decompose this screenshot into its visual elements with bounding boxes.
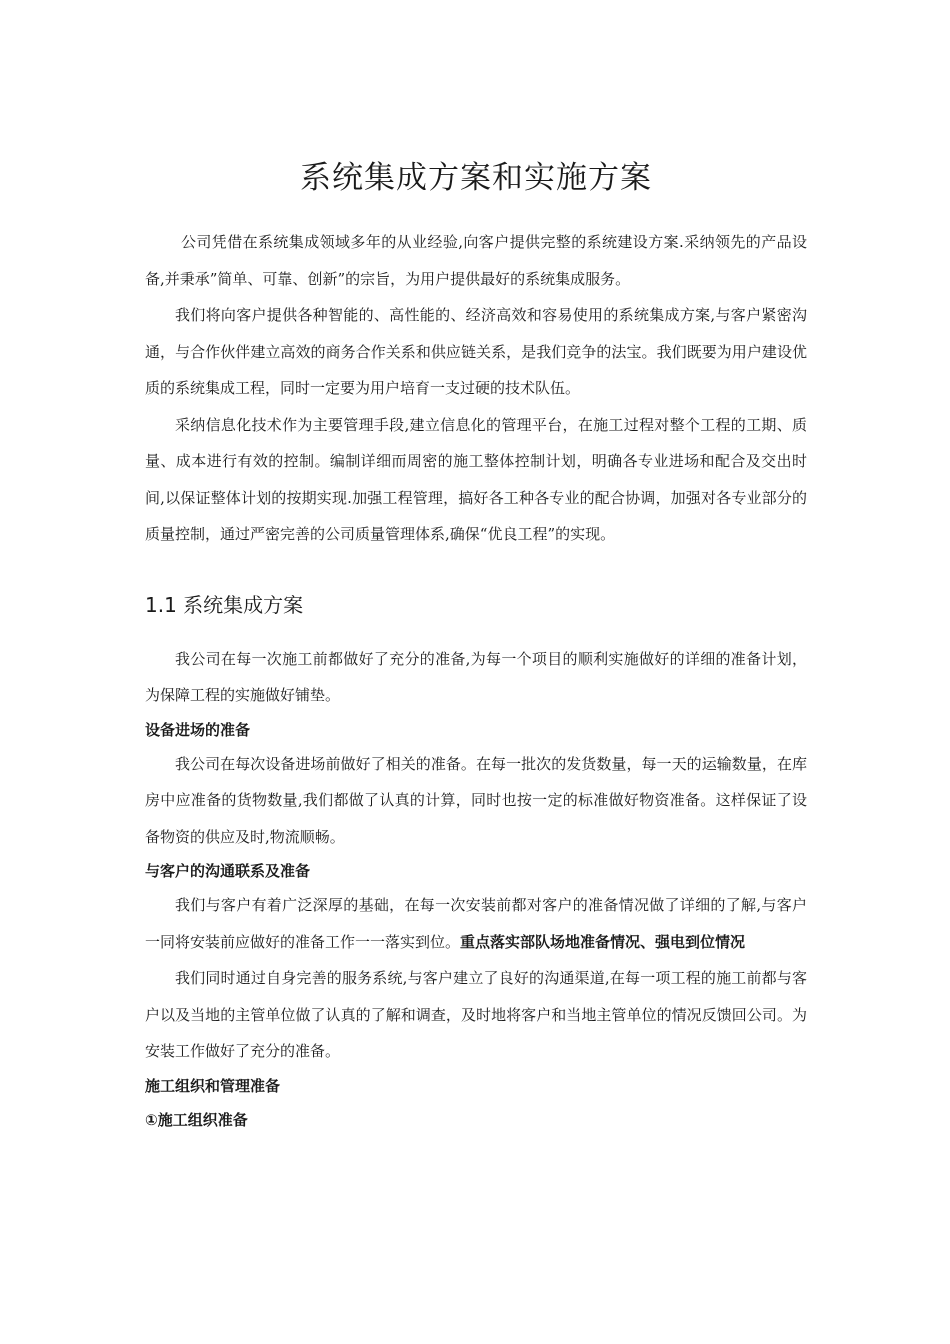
customer-paragraph-text: 我们与客户有着广泛深厚的基础，在每一次安装前都对客户的准备情况做了详细的了解,与客户一同将安装前应做好的准备工作一一落实到位。 — [145, 896, 807, 951]
customer-paragraph-1 — [145, 887, 807, 960]
document-title: 系统集成方案和实施方案 — [300, 160, 652, 196]
intro-paragraph-1: 公司凭借在系统集成领域多年的从业经验,向客户提供完整的系统建设方案.采纳领先的产品设备,并秉承”简单、可靠、创新”的宗旨，为用户提供最好的系统集成服务。 — [145, 233, 807, 288]
intro-paragraph-2: 我们将向客户提供各种智能的、高性能的、经济高效和容易使用的系统集成方案,与客户紧密沟通，与合作伙伴建立高效的商务合作关系和供应链关系，是我们竞争的法宝。我们既要为用户建设优质的系统集成工程，同时一定要为用户培育一支过硬的技术队伍。 — [145, 306, 807, 397]
list-item-construction-organization: ①施工组织准备 — [145, 1110, 248, 1129]
customer-paragraph-bold-tail: 重点落实部队场地准备情况、强电到位情况 — [460, 932, 746, 951]
subheading-construction-organization: 施工组织和管理准备 — [145, 1076, 281, 1095]
equipment-paragraph: 我公司在每次设备进场前做好了相关的准备。在每一批次的发货数量，每一天的运输数量，在库房中应准备的货物数量,我们都做了认真的计算，同时也按一定的标准做好物资准备。这样保证了设备物资的供应及时,物流顺畅。 — [145, 754, 807, 846]
section-heading: 1.1 系统集成方案 — [145, 592, 304, 617]
document-page — [145, 150, 807, 1138]
section-paragraph-1: 我公司在每一次施工前都做好了充分的准备,为每一个项目的顺利实施做好的详细的准备计划，为保障工程的实施做好铺垫。 — [145, 649, 807, 704]
subheading-equipment: 设备进场的准备 — [145, 720, 251, 739]
customer-paragraph-2: 我们同时通过自身完善的服务系统,与客户建立了良好的沟通渠道,在每一项工程的施工前都与客户以及当地的主管单位做了认真的了解和调查，及时地将客户和当地主管单位的情况反馈回公司。为安装工作做好了充分的准备。 — [145, 969, 807, 1060]
subheading-customer-communication: 与客户的沟通联系及准备 — [145, 862, 311, 880]
intro-paragraph-3: 采纳信息化技术作为主要管理手段,建立信息化的管理平台，在施工过程对整个工程的工期、质量、成本进行有效的控制。编制详细而周密的施工整体控制计划，明确各专业进场和配合及交出时间,以保证整体计划的按期实现.加强工程管理，搞好各工种各专业的配合协调，加强对各专业部分的质量控制，通过严密完善的公司质量管理体系,确保“优良工程”的实现。 — [145, 415, 807, 543]
